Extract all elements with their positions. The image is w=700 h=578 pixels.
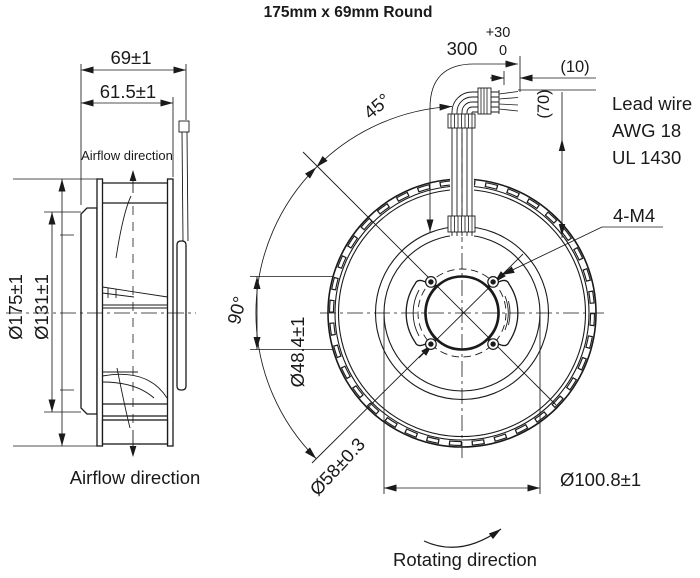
dim-wire-length: 300: [446, 38, 478, 59]
dim-mount-holes: 4-M4: [613, 205, 656, 226]
wire-sleeve-band: [478, 88, 491, 114]
note-awg: AWG 18: [612, 120, 682, 141]
dim-wire-drop: (70): [535, 89, 553, 119]
note-lead-wire: Lead wire: [612, 93, 693, 114]
dim-flange-diameter: Ø131±1: [31, 274, 52, 340]
dim-depth: 69±1: [110, 47, 152, 68]
dim-hub-diameter: Ø48.4±1: [287, 316, 308, 388]
dim-strip-length: (10): [560, 58, 590, 76]
wire-exit-side: [179, 121, 189, 132]
airflow-label-bottom: Airflow direction: [69, 467, 201, 488]
dim-angle-45: 45°: [359, 88, 395, 124]
wire-clamp-band-top: [448, 114, 475, 128]
dim-angle-90: 90°: [222, 294, 251, 327]
airflow-arrow-up-icon: [130, 170, 137, 181]
motor-plate: [177, 241, 186, 390]
impeller-left-wall: [97, 179, 103, 446]
lead-wire-bundle: [448, 84, 524, 237]
rotating-direction-label: Rotating direction: [393, 549, 537, 570]
inlet-ring-section: [103, 420, 168, 444]
note-ul: UL 1430: [612, 147, 682, 168]
dim-depth-inner: 61.5±1: [99, 81, 157, 102]
dim-wire-tol-upper: +30: [485, 25, 511, 41]
dim-pitch-diameter: Ø58±0.3: [305, 433, 370, 500]
airflow-path-top: [116, 176, 133, 258]
dim-motor-diameter: Ø100.8±1: [560, 469, 642, 490]
rotating-direction-arrow-icon: [424, 529, 501, 547]
impeller-right-wall: [168, 179, 174, 446]
wire-clamp-band-bottom: [448, 216, 475, 232]
flange-outline: [81, 208, 97, 414]
dim-outer-diameter: Ø175±1: [5, 274, 26, 340]
drawing-title: 175mm x 69mm Round: [263, 4, 433, 21]
airflow-arrow-down-icon: [130, 446, 137, 457]
airflow-label-top: Airflow direction: [81, 148, 173, 163]
dim-wire-tol-lower: 0: [498, 43, 508, 59]
